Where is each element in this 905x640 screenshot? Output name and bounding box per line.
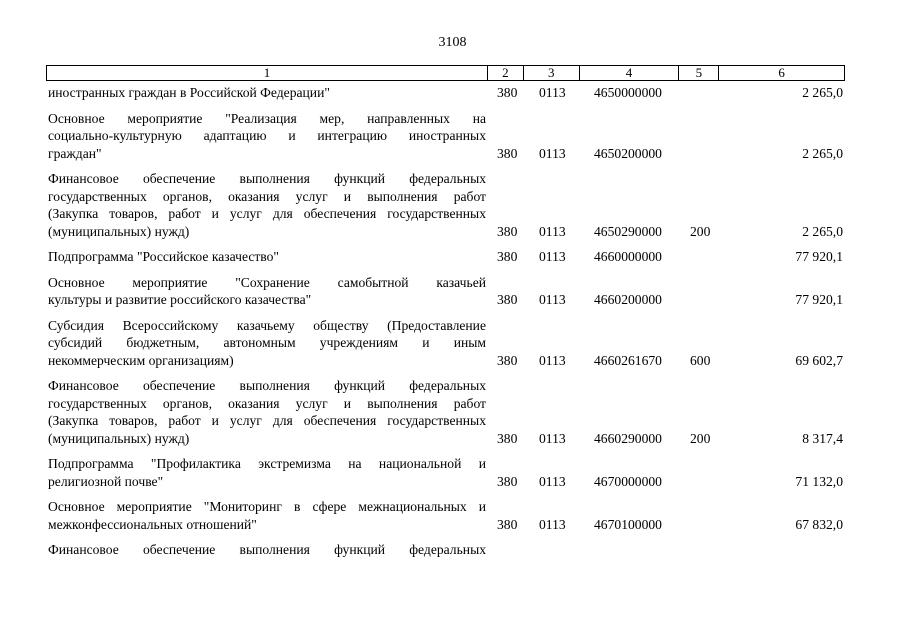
cell-c4: 4660290000 [594, 430, 662, 446]
cell-c6: 8 317,4 [802, 430, 843, 446]
description-line: Подпрограмма "Профилактика экстремизма на национальной и [48, 456, 486, 471]
cell-c3: 0113 [539, 223, 566, 239]
description-line: государственных органов, оказания услуг и выполнения работ [48, 395, 486, 411]
row-description [48, 498, 486, 533]
cell-c6: 69 602,7 [795, 352, 843, 368]
description-line: некоммерческим организациям) [48, 352, 234, 368]
cell-c2: 380 [497, 145, 518, 161]
cell-c3: 0113 [539, 292, 566, 307]
page-number: 3108 [438, 35, 467, 50]
table-row [0, 248, 905, 266]
cell-c2: 380 [497, 430, 518, 446]
cell-c6: 2 265,0 [802, 223, 843, 239]
cell-c3: 0113 [539, 352, 566, 368]
table-row [0, 377, 905, 447]
description-line: культуры и развитие российского казачества" [48, 292, 312, 307]
cell-c4: 4650290000 [594, 223, 662, 239]
cell-c3: 0113 [539, 145, 566, 161]
cell-c4: 4670100000 [594, 516, 662, 532]
cell-c5: 600 [690, 352, 711, 368]
cell-c4: 4660261670 [594, 352, 662, 368]
description-line: (Закупка товаров, работ и услуг для обеспечения государственных [48, 413, 486, 428]
description-line: Подпрограмма "Российское казачество" [48, 249, 279, 264]
table-row [0, 170, 905, 240]
header-col-5: 5 [679, 66, 719, 80]
description-line: социально-культурную адаптацию и интеграцию иностранных [48, 128, 486, 143]
description-line: религиозной почве" [48, 473, 164, 489]
description-line: Основное мероприятие "Реализация мер, направленных на [48, 110, 486, 126]
row-description [48, 110, 486, 163]
cell-c5: 200 [690, 430, 711, 446]
cell-c4: 4670000000 [594, 473, 662, 489]
row-description [48, 455, 486, 490]
description-line: государственных органов, оказания услуг и выполнения работ [48, 188, 486, 204]
cell-c2: 380 [497, 85, 518, 100]
row-description [48, 274, 486, 309]
cell-c6: 2 265,0 [802, 85, 843, 100]
header-col-6: 6 [778, 65, 785, 80]
table-row [0, 541, 905, 559]
row-description [48, 84, 486, 102]
header-col-4: 4 [580, 66, 680, 80]
cell-c3: 0113 [539, 249, 566, 264]
description-line: (Закупка товаров, работ и услуг для обеспечения государственных [48, 206, 486, 221]
header-col-3: 3 [524, 66, 580, 80]
cell-c4: 4660200000 [594, 292, 662, 307]
cell-c4: 4650200000 [594, 145, 662, 161]
cell-c3: 0113 [539, 473, 566, 489]
description-line: иностранных граждан в Российской Федерации" [48, 85, 330, 100]
cell-c2: 380 [497, 249, 518, 264]
cell-c6: 77 920,1 [795, 249, 843, 264]
row-description [48, 317, 486, 370]
cell-c3: 0113 [539, 430, 566, 446]
cell-c6: 67 832,0 [795, 516, 843, 532]
cell-c4: 4650000000 [594, 85, 662, 100]
description-line: (муниципальных) нужд) [48, 430, 190, 446]
cell-c2: 380 [497, 292, 518, 307]
cell-c2: 380 [497, 516, 518, 532]
description-line: межконфессиональных отношений" [48, 516, 257, 532]
row-description [48, 248, 486, 266]
table-row [0, 455, 905, 490]
cell-c6: 71 132,0 [795, 473, 843, 489]
cell-c6: 77 920,1 [795, 292, 843, 307]
table-row [0, 84, 905, 102]
cell-c2: 380 [497, 473, 518, 489]
header-col-1: 1 [47, 66, 488, 80]
cell-c5: 200 [690, 223, 711, 239]
table-row [0, 317, 905, 370]
row-description [48, 541, 486, 559]
description-line: Основное мероприятие "Сохранение самобытной казачьей [48, 274, 486, 290]
table-header [46, 65, 845, 81]
row-description [48, 377, 486, 447]
cell-c4: 4660000000 [594, 249, 662, 264]
description-line: Финансовое обеспечение выполнения функций федеральных [48, 378, 486, 393]
description-line: граждан" [48, 145, 102, 161]
cell-c3: 0113 [539, 516, 566, 532]
cell-c3: 0113 [539, 85, 566, 100]
description-line: Финансовое обеспечение выполнения функций федеральных [48, 171, 486, 186]
description-line: Финансовое обеспечение выполнения функций федеральных [48, 542, 486, 557]
description-line: Субсидия Всероссийскому казачьему обществу (Предоставление [48, 317, 486, 333]
description-line: субсидий бюджетным, автономным учреждениям и иным [48, 335, 486, 350]
table-row [0, 110, 905, 163]
cell-c2: 380 [497, 352, 518, 368]
description-line: (муниципальных) нужд) [48, 223, 190, 239]
cell-c2: 380 [497, 223, 518, 239]
row-description [48, 170, 486, 240]
header-col-2: 2 [488, 66, 524, 80]
table-row [0, 274, 905, 309]
table-row [0, 498, 905, 533]
description-line: Основное мероприятие "Мониторинг в сфере межнациональных и [48, 499, 486, 514]
cell-c6: 2 265,0 [802, 145, 843, 161]
